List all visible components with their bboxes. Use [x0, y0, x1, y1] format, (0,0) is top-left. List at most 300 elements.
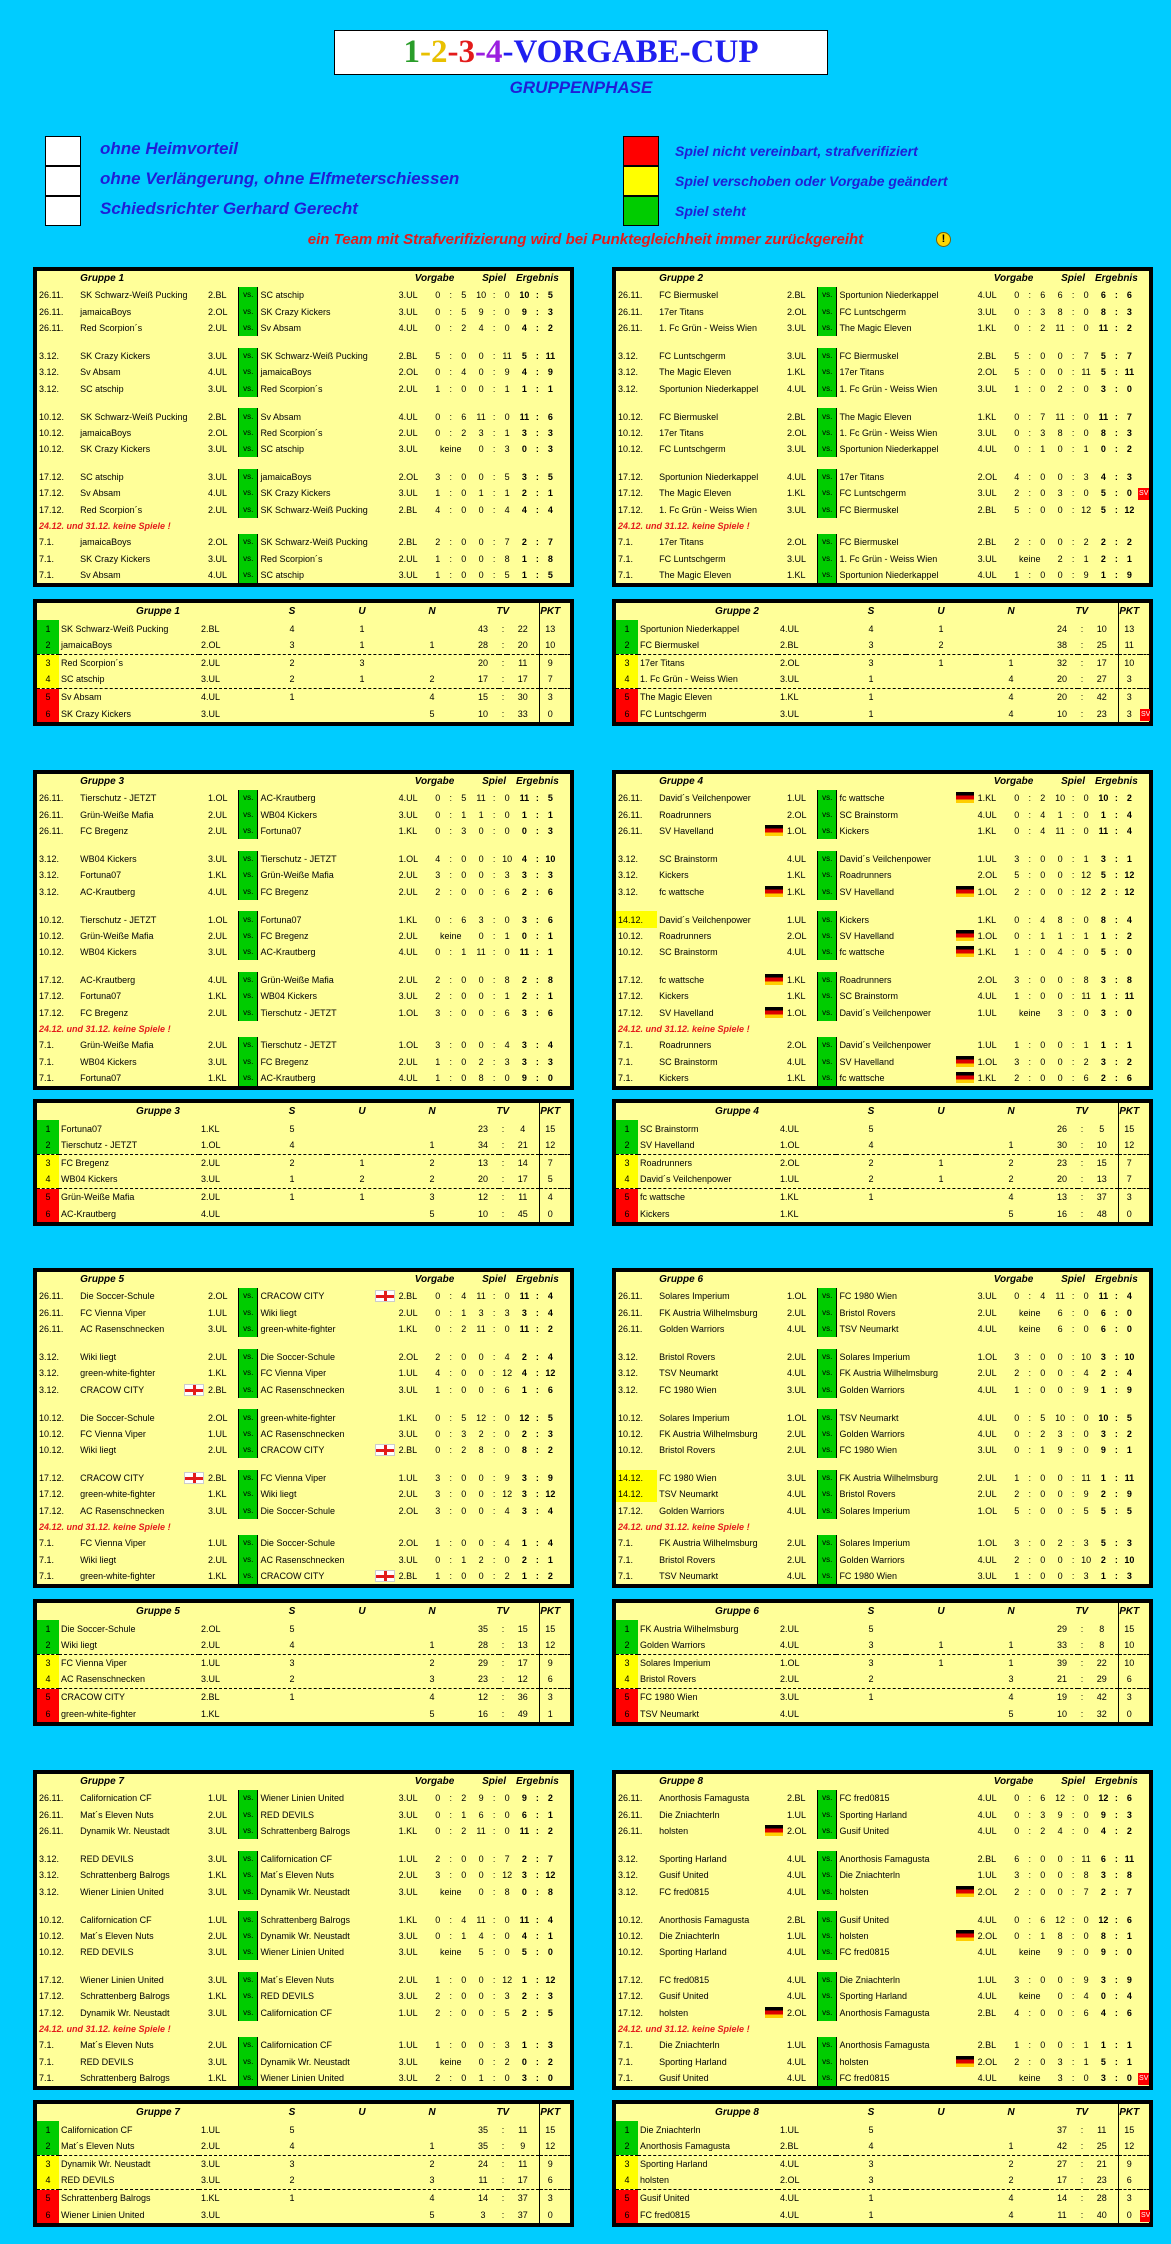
team-label: SK Crazy Kickers: [80, 444, 151, 455]
match-row: [616, 2053, 1149, 2069]
wins: [836, 1205, 906, 1222]
match-date: 10.12.: [618, 427, 644, 438]
vs-marker: vs.: [238, 501, 257, 517]
team-name: [837, 1823, 976, 1839]
handicap-home: 0: [435, 1914, 441, 1925]
separator: :: [492, 472, 496, 483]
match-row: [37, 1883, 570, 1899]
header-ergebnis: Ergebnis: [1094, 776, 1138, 788]
draws: [906, 705, 976, 722]
handicap-home: 0: [435, 947, 441, 958]
score-home: 11: [476, 1914, 486, 1925]
team-label: Roadrunners: [839, 975, 892, 986]
result-away: 0: [547, 2072, 553, 2083]
separator: :: [1071, 870, 1075, 881]
team-name: [837, 1944, 976, 1960]
handicap-away: 3: [1040, 306, 1046, 317]
separator: :: [1078, 2172, 1086, 2189]
separator: :: [501, 1208, 505, 1219]
league-tag: 3.UL: [977, 553, 997, 564]
wins: [257, 2206, 327, 2223]
separator: :: [1114, 427, 1118, 438]
header-ergebnis: Ergebnis: [515, 1274, 559, 1286]
team-name: [258, 1037, 397, 1053]
header-u: U: [358, 2106, 366, 2118]
separator: :: [1080, 2124, 1084, 2135]
match-date: 7.1.: [39, 2072, 55, 2083]
score-away: 0: [504, 947, 510, 958]
match-row: [616, 380, 1149, 396]
handicap-away: 0: [461, 1538, 467, 1549]
match-date: 10.12.: [39, 427, 65, 438]
spacer: [616, 397, 1149, 409]
rank: 4: [37, 1671, 59, 1688]
league-tag: 2.OL: [398, 472, 419, 483]
team-name: Sportunion Niederkappel: [640, 623, 740, 634]
status-cell: [559, 1409, 570, 1425]
wins: 4: [836, 2138, 906, 2155]
separator: :: [535, 1853, 539, 1864]
team-label: FK Austria Wilhelmsburg: [659, 1538, 758, 1549]
score-home: 12: [476, 1412, 487, 1423]
separator: :: [1080, 657, 1084, 668]
score-away: 0: [1083, 947, 1089, 958]
score-away: 0: [1083, 1809, 1089, 1820]
no-games-note: 24.12. und 31.12. keine Spiele !: [618, 1521, 750, 1532]
handicap-away: 4: [1040, 1291, 1046, 1302]
wins: 3: [289, 1657, 295, 1668]
team-name: [258, 911, 397, 927]
result-home: 3: [521, 1040, 527, 1051]
result-away: 9: [1126, 1975, 1132, 1986]
wins: 2: [868, 1157, 874, 1168]
status-cell: [559, 1053, 570, 1069]
team-label: Gusif United: [839, 1826, 889, 1837]
team-label: Dynamik Wr. Neustadt: [260, 1886, 350, 1897]
goals-against: 29: [1086, 1671, 1118, 1688]
team-name: [837, 485, 976, 501]
separator: :: [1080, 1691, 1084, 1702]
team-name: [258, 485, 397, 501]
match-row: [37, 911, 570, 927]
handicap-away: 0: [461, 1991, 467, 2002]
handicap-home: 0: [435, 809, 441, 820]
handicap-away: 0: [1040, 1473, 1046, 1484]
status-cell: [561, 2189, 571, 2206]
team-name: [78, 1486, 206, 1502]
handicap-home: 2: [435, 1853, 441, 1864]
separator: :: [1114, 1870, 1118, 1881]
match-row: [37, 1972, 570, 1988]
status-cell: [559, 1867, 570, 1883]
score-away: 0: [504, 323, 510, 334]
league-tag: 3.UL: [398, 444, 418, 455]
separator: :: [1114, 1384, 1118, 1395]
match-date: 3.12.: [39, 1853, 60, 1864]
score-home: 11: [476, 793, 486, 804]
points: 3: [539, 1688, 561, 1705]
status-cell: [1138, 1972, 1149, 1988]
match-row: [616, 469, 1149, 485]
goals-against: 17: [1096, 657, 1107, 668]
separator: :: [449, 947, 452, 958]
result-away: 4: [1126, 914, 1132, 925]
goals-for: 13: [477, 1157, 488, 1168]
result-away: 4: [547, 1505, 553, 1516]
losses: 5: [429, 1208, 435, 1219]
score-away: 0: [1083, 1291, 1089, 1302]
team-label: AC-Krautberg: [80, 886, 136, 897]
goals-against: 25: [1086, 2138, 1118, 2155]
team-label: Californication CF: [80, 1914, 152, 1925]
league-tag: 2.BL: [398, 504, 418, 515]
score-away: 7: [1083, 1886, 1089, 1897]
header-u: U: [358, 1605, 366, 1617]
match-date: 3.12.: [39, 1384, 60, 1395]
result-home: 8: [1100, 427, 1106, 438]
score-away: 3: [1083, 472, 1089, 483]
score-away: 0: [1083, 383, 1089, 394]
league-tag: 3.UL: [786, 350, 806, 361]
result-home: 3: [521, 2072, 527, 2083]
separator: :: [535, 1412, 539, 1423]
team-name: [837, 1928, 976, 1944]
header-pkt: PKT: [1118, 1103, 1140, 1120]
separator: :: [499, 1137, 507, 1154]
score-away: 9: [1083, 1975, 1089, 1986]
team-name: [657, 1004, 785, 1020]
spacer: [616, 774, 657, 790]
team-name: [837, 2037, 976, 2053]
separator: :: [1114, 1554, 1118, 1565]
draws: [327, 1620, 397, 1637]
team-label: AC Rasenschnecken: [260, 1384, 345, 1395]
status-cell: [1138, 851, 1149, 867]
handicap-away: 0: [1040, 350, 1046, 361]
handicap-home: 5: [435, 350, 441, 361]
separator: :: [535, 1870, 539, 1881]
separator: :: [1028, 1489, 1031, 1500]
separator: :: [492, 444, 496, 455]
score-away: 3: [504, 1056, 510, 1067]
separator: :: [1078, 1671, 1086, 1688]
result-away: 12: [1124, 504, 1135, 515]
losses: 3: [429, 1191, 435, 1202]
team-label: Dynamik Wr. Neustadt: [260, 1930, 350, 1941]
team-name: [657, 1944, 785, 1960]
result-away: 8: [1126, 975, 1132, 986]
team-name: [258, 364, 397, 380]
match-date: 14.12.: [616, 911, 657, 927]
wins: 4: [257, 1137, 327, 1154]
team-label: Die Zniachterln: [659, 1809, 720, 1820]
score-home: 0: [1057, 975, 1063, 986]
team-label: SK Crazy Kickers: [80, 553, 151, 564]
match-schedule-panel: [33, 1268, 574, 1588]
team-label: Grün-Weiße Mafia: [80, 1040, 154, 1051]
result-home: 5: [1100, 504, 1106, 515]
result-home: 0: [1100, 1991, 1106, 2002]
score-away: 0: [504, 1412, 510, 1423]
separator: :: [1114, 1991, 1118, 2002]
result-away: 3: [1126, 427, 1132, 438]
team-name: [258, 823, 397, 839]
match-row: [616, 1790, 1149, 1806]
match-date: 3.12.: [618, 367, 639, 378]
team-label: Kickers: [839, 826, 869, 837]
status-cell: [1138, 1551, 1149, 1567]
losses: 2: [429, 1157, 435, 1168]
separator: :: [499, 2172, 507, 2189]
separator: :: [535, 1351, 539, 1362]
separator: :: [1071, 1428, 1075, 1439]
league-tag: 2.UL: [786, 1445, 806, 1456]
result-home: 0: [521, 2056, 527, 2067]
result-away: 1: [1126, 1445, 1132, 1456]
vs-marker: vs.: [817, 807, 836, 823]
wins: 5: [868, 1123, 874, 1134]
league-tag: 3.UL: [207, 472, 227, 483]
handicap-home: 3: [435, 1007, 441, 1018]
separator: :: [1071, 1072, 1075, 1083]
match-date: 3.12.: [39, 350, 60, 361]
team-label: The Magic Eleven: [659, 488, 732, 499]
match-row: [616, 425, 1149, 441]
team-label: FC fred0815: [659, 1975, 710, 1986]
match-row: [37, 1365, 570, 1381]
league-tag: 2.OL: [398, 1505, 419, 1516]
goals-for: 33: [1046, 1637, 1078, 1654]
score-away: 0: [504, 411, 510, 422]
league-tag: 4.UL: [977, 1809, 997, 1820]
team-label: green-white-fighter: [80, 1368, 156, 1379]
handicap-none: keine: [440, 2056, 462, 2067]
league-tag: 4.UL: [977, 1412, 997, 1423]
league-tag: 3.UL: [398, 1809, 418, 1820]
league-tag: 2.BL: [207, 411, 227, 422]
points: 6: [539, 2172, 561, 2189]
match-row: [616, 1070, 1149, 1086]
result-away: 0: [1126, 383, 1132, 394]
team-label: AC Rasenschnecken: [80, 1505, 165, 1516]
team-label: Red Scorpion´s: [80, 323, 143, 334]
team-label: WB04 Kickers: [260, 991, 317, 1002]
match-row: [616, 485, 1149, 501]
league-tag: 1.UL: [201, 1657, 221, 1668]
league-tag: 2.UL: [398, 1307, 418, 1318]
result-home: 0: [521, 1886, 527, 1897]
result-home: 2: [521, 1554, 527, 1565]
league-tag: 2.UL: [207, 1445, 227, 1456]
score-home: 0: [1057, 1886, 1063, 1897]
status-cell: [559, 485, 570, 501]
standings-row: [616, 1171, 1150, 1188]
standings-row: [616, 1705, 1150, 1722]
score-away: 7: [504, 1853, 510, 1864]
separator: :: [492, 1870, 496, 1881]
score-away: 4: [504, 504, 510, 515]
league-tag: 1.UL: [398, 2040, 418, 2051]
group-title: Gruppe 8: [659, 1776, 704, 1788]
result-home: 9: [1100, 1947, 1106, 1958]
team-label: Bristol Rovers: [659, 1351, 716, 1362]
losses: [397, 1620, 467, 1637]
score-away: 2: [1083, 537, 1089, 548]
rank: 6: [616, 1705, 638, 1722]
match-date: 10.12.: [618, 1947, 644, 1958]
match-table: [37, 1774, 570, 2086]
handicap-home: 3: [435, 1473, 441, 1484]
status-cell: [1138, 1502, 1149, 1518]
league-tag: 4.UL: [786, 1368, 806, 1379]
match-row: [616, 304, 1149, 320]
handicap-home: 0: [1014, 1412, 1020, 1423]
match-date: 26.11.: [39, 1291, 64, 1302]
result-away: 11: [545, 350, 556, 361]
league-tag: 4.UL: [201, 691, 221, 702]
separator: :: [1028, 1072, 1031, 1083]
score-away: 0: [504, 826, 510, 837]
points: 13: [539, 620, 561, 637]
score-away: 0: [504, 914, 510, 925]
separator: :: [535, 504, 539, 515]
result-home: 3: [521, 1307, 527, 1318]
score-away: 6: [1083, 2007, 1089, 2018]
league-tag: 2.UL: [780, 1623, 800, 1634]
handicap-home: 0: [435, 1826, 441, 1837]
league-tag: 2.OL: [977, 1930, 998, 1941]
losses: 5: [429, 708, 435, 719]
team-label: Schrattenberg Balrogs: [260, 1914, 350, 1925]
separator: :: [449, 1991, 452, 2002]
match-row: [37, 1928, 570, 1944]
separator: :: [449, 350, 452, 361]
team-name: Grün-Weiße Mafia: [61, 1191, 135, 1202]
team-label: WB04 Kickers: [80, 1056, 137, 1067]
team-label: Sportunion Niederkappel: [839, 569, 939, 580]
points: 1: [539, 1705, 561, 1722]
rank: 4: [616, 671, 638, 688]
handicap-away: 0: [1040, 1853, 1046, 1864]
separator: :: [1114, 1886, 1118, 1897]
flag-germany-icon: [956, 946, 974, 957]
goals-for: 35: [477, 1623, 488, 1634]
spacer: [616, 271, 657, 287]
result-home: 11: [519, 1826, 530, 1837]
standings-row: [616, 1120, 1150, 1137]
wins: 4: [257, 2138, 327, 2155]
spacer: [1138, 271, 1149, 287]
score-home: 12: [1055, 1914, 1066, 1925]
handicap-home: 5: [1014, 350, 1020, 361]
vs-marker: vs.: [238, 1426, 257, 1442]
vs-marker: vs.: [238, 851, 257, 867]
status-cell: [559, 380, 570, 396]
league-tag: 2.BL: [778, 637, 836, 654]
separator: :: [492, 853, 496, 864]
status-cell: [1140, 705, 1150, 722]
team-name: [258, 790, 397, 806]
match-date: 26.11.: [618, 323, 643, 334]
result-away: 7: [547, 1853, 553, 1864]
handicap-home: 1: [1014, 991, 1020, 1002]
sv-badge: SV: [1140, 2210, 1150, 2222]
score-home: 6: [478, 1809, 484, 1820]
separator: :: [1114, 504, 1118, 515]
handicap-home: 3: [435, 870, 441, 881]
team-name: [78, 1381, 206, 1397]
separator: :: [1028, 444, 1031, 455]
separator: :: [535, 2007, 539, 2018]
team-name: [657, 1807, 785, 1823]
separator: :: [1028, 1570, 1031, 1581]
vs-marker: vs.: [238, 928, 257, 944]
match-row: [37, 1790, 570, 1806]
result-home: 8: [1100, 306, 1106, 317]
league-tag: 3.UL: [977, 1570, 997, 1581]
league-tag: 4.UL: [786, 2072, 806, 2083]
separator: :: [501, 623, 505, 634]
team-name: [258, 348, 397, 364]
vs-marker: vs.: [238, 1535, 257, 1551]
separator: :: [535, 350, 539, 361]
score-home: 0: [1057, 537, 1063, 548]
spacer: [561, 1603, 571, 1620]
draws: 1: [327, 671, 397, 688]
separator: :: [1080, 691, 1084, 702]
standings-row: [616, 2206, 1150, 2223]
team-name: [657, 2004, 785, 2020]
standings-title: Gruppe 2: [715, 605, 759, 617]
separator: :: [1071, 569, 1075, 580]
handicap-home: 1: [435, 1384, 441, 1395]
team-name: holsten: [638, 2172, 778, 2189]
team-label: Sv Absam: [80, 569, 121, 580]
separator: :: [449, 870, 452, 881]
handicap-away: 0: [1040, 537, 1046, 548]
score-home: 0: [1057, 853, 1063, 864]
status-cell: [1138, 348, 1149, 364]
score-home: 0: [478, 991, 484, 1002]
separator: :: [1071, 1793, 1075, 1804]
vs-marker: vs.: [817, 320, 836, 336]
team-label: Solares Imperium: [839, 1538, 910, 1549]
team-label: green-white-fighter: [80, 1570, 156, 1581]
team-name: RED DEVILS: [59, 2172, 199, 2189]
team-label: 1. Fc Grün - Weiss Wien: [839, 383, 938, 394]
league-tag: 2.OL: [786, 537, 807, 548]
handicap-away: 0: [461, 553, 467, 564]
league-tag: 4.UL: [207, 488, 227, 499]
handicap-home: 0: [435, 306, 441, 317]
league-tag: 1.OL: [398, 853, 419, 864]
result-away: 4: [547, 1307, 553, 1318]
separator: :: [492, 1914, 496, 1925]
goals-for: 23: [467, 1671, 499, 1688]
score-home: 3: [1057, 2072, 1063, 2083]
team-label: Roadrunners: [659, 1040, 712, 1051]
score-away: 0: [504, 1793, 510, 1804]
match-date: 3.12.: [39, 1870, 60, 1881]
standings-row: [616, 1654, 1150, 1671]
result-away: 5: [547, 472, 553, 483]
points: 5: [539, 1171, 561, 1188]
team-label: FC fred0815: [839, 1947, 890, 1958]
league-tag: 2.OL: [207, 1291, 228, 1302]
league-tag: 2.UL: [207, 2040, 227, 2051]
league-tag: 1.KL: [786, 870, 806, 881]
team-label: Anorthosis Famagusta: [839, 2007, 930, 2018]
